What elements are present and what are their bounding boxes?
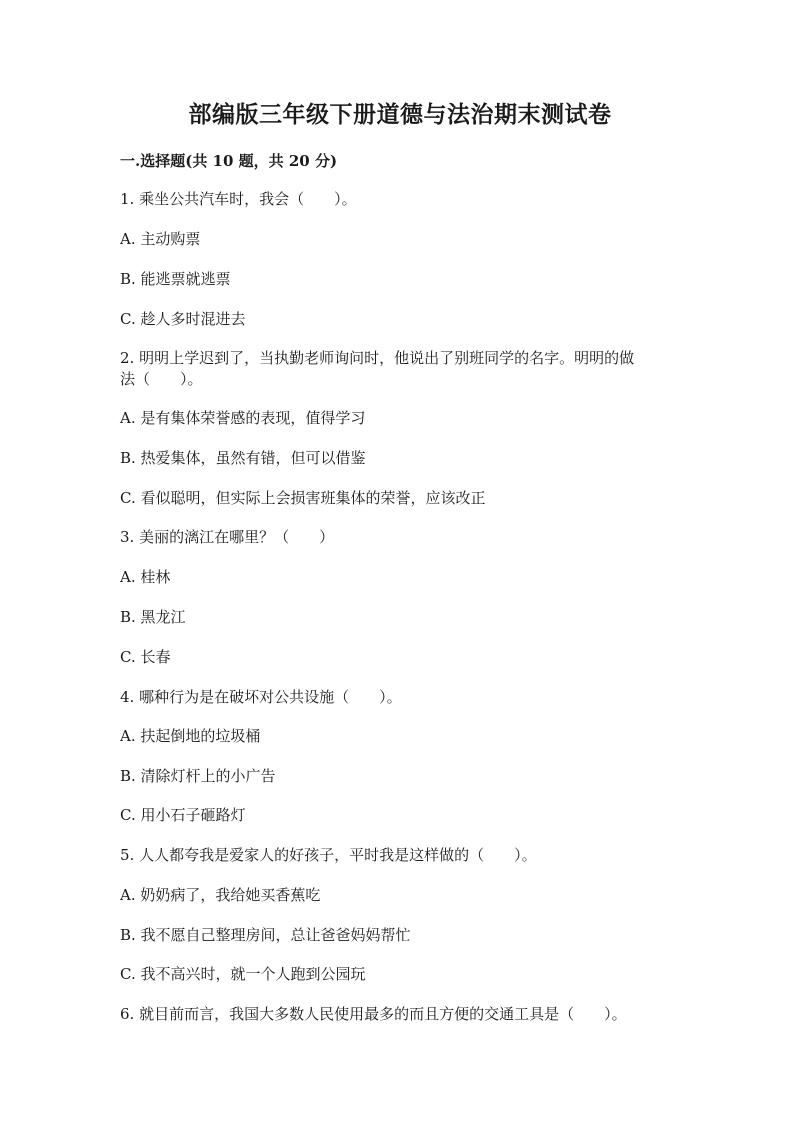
question-2-stem-line-1: 2. 明明上学迟到了，当执勤老师询问时，他说出了别班同学的名字。明明的做 [120, 349, 635, 367]
question-5-stem: 5. 人人都夸我是爱家人的好孩子，平时我是这样做的（ ）。 [120, 846, 537, 864]
question-4-option-a: A. 扶起倒地的垃圾桶 [120, 727, 261, 745]
question-1-option-b: B. 能逃票就逃票 [120, 270, 231, 288]
question-2-option-b: B. 热爱集体，虽然有错，但可以借鉴 [120, 449, 366, 467]
question-5-option-b: B. 我不愿自己整理房间，总让爸爸妈妈帮忙 [120, 926, 411, 944]
question-1-option-a: A. 主动购票 [120, 230, 201, 248]
question-1-option-c: C. 趁人多时混进去 [120, 310, 246, 328]
page-title: 部编版三年级下册道德与法治期末测试卷 [188, 101, 612, 128]
question-1-stem: 1. 乘坐公共汽车时，我会（ ）。 [120, 190, 357, 208]
question-5-option-a: A. 奶奶病了，我给她买香蕉吃 [120, 886, 321, 904]
question-3-option-b: B. 黑龙江 [120, 608, 186, 626]
question-3-option-c: C. 长春 [120, 648, 171, 666]
question-3-option-a: A. 桂林 [120, 568, 171, 586]
question-2-option-a: A. 是有集体荣誉感的表现，值得学习 [120, 409, 366, 427]
question-5-option-c: C. 我不高兴时，就一个人跑到公园玩 [120, 965, 366, 983]
question-4-option-c: C. 用小石子砸路灯 [120, 806, 246, 824]
question-2-option-c: C. 看似聪明，但实际上会损害班集体的荣誉，应该改正 [120, 489, 486, 507]
question-4-option-b: B. 清除灯杆上的小广告 [120, 767, 276, 785]
question-4-stem: 4. 哪种行为是在破坏对公共设施（ ）。 [120, 688, 402, 706]
question-2-stem-line-2: 法（ ）。 [120, 370, 203, 388]
question-6-stem: 6. 就目前而言，我国大多数人民使用最多的而且方便的交通工具是（ ）。 [120, 1005, 627, 1023]
question-3-stem: 3. 美丽的漓江在哪里？（ ） [120, 528, 335, 546]
section-heading: 一.选择题(共 10 题，共 20 分) [120, 152, 338, 170]
